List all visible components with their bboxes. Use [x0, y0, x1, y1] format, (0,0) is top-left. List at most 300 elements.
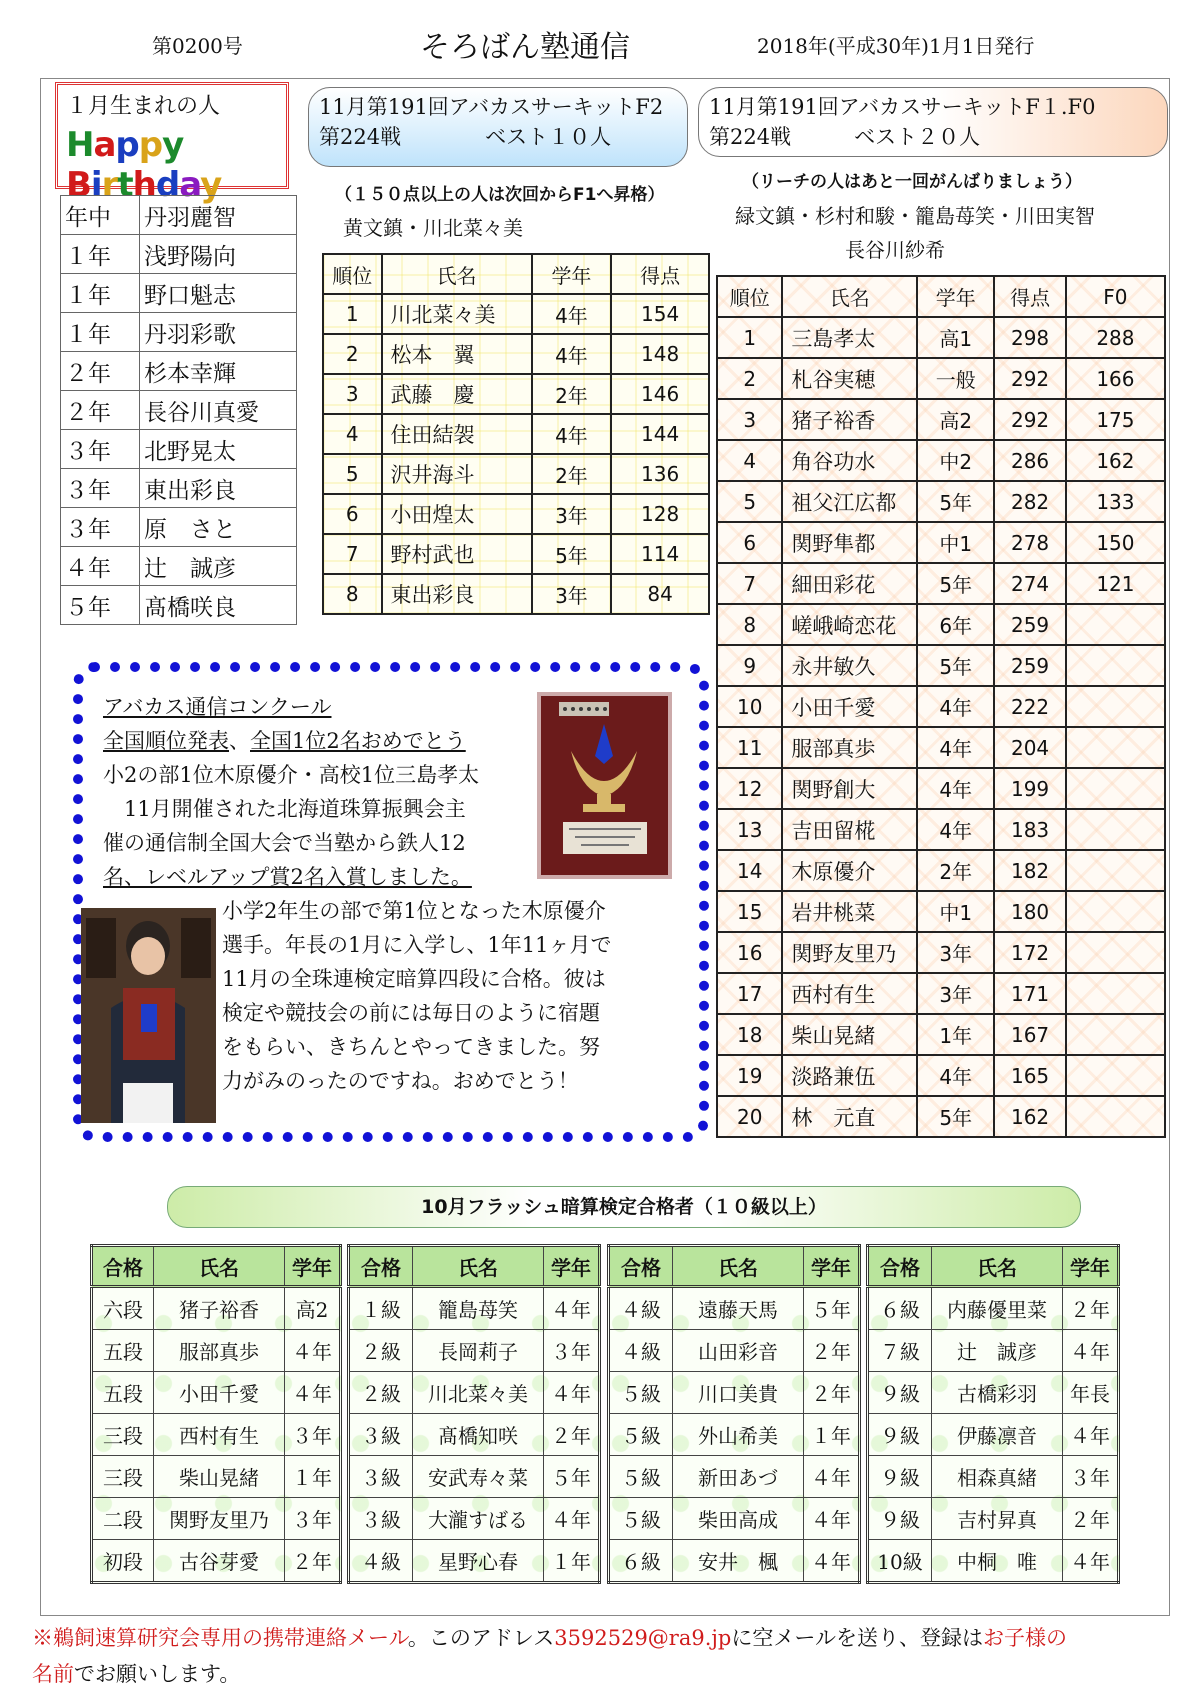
ranking-cell: 278 [994, 522, 1066, 563]
ranking-name: 武藤 慶 [382, 374, 532, 414]
flash-row [609, 1456, 860, 1498]
ranking-cell: 259 [994, 604, 1066, 645]
flash-name: 川北菜々美 [413, 1372, 544, 1414]
ranking-cell: 高2 [917, 399, 994, 440]
flash-header-cell: 合格 [868, 1246, 932, 1287]
ranking-cell: 2 [323, 334, 382, 374]
ranking-cell: 175 [1066, 399, 1165, 440]
f1-special-names-2: 長谷川紗希 [845, 238, 945, 262]
ranking-row [717, 809, 1165, 850]
ranking-cell: 中1 [917, 522, 994, 563]
ranking-cell: 16 [717, 932, 782, 973]
ranking-cell [1066, 645, 1165, 686]
flash-school-year: ４年 [544, 1287, 600, 1330]
ranking-cell: 128 [611, 494, 709, 534]
f1-heading-line1: 11月第191回アバカスサーキットF１.F0 [709, 95, 1096, 119]
ranking-cell [1066, 809, 1165, 850]
ranking-cell: 114 [611, 534, 709, 574]
flash-header-cell: 合格 [92, 1246, 154, 1287]
flash-grade: 二段 [92, 1498, 154, 1540]
ranking-cell: 172 [994, 932, 1066, 973]
ranking-name: 淡路兼伍 [782, 1055, 917, 1096]
flash-school-year: ５年 [804, 1287, 860, 1330]
ranking-cell: 204 [994, 727, 1066, 768]
ranking-cell: 15 [717, 891, 782, 932]
ranking-cell: 282 [994, 481, 1066, 522]
flash-grade: ３級 [349, 1414, 413, 1456]
ranking-cell: 20 [717, 1096, 782, 1137]
flash-table [90, 1244, 342, 1584]
f2-heading-line2: 第224戦 ベスト１０人 [319, 125, 612, 149]
flash-table [866, 1244, 1120, 1584]
birthday-row [61, 274, 297, 313]
ranking-name: 関野創大 [782, 768, 917, 809]
ranking-cell: 298 [994, 317, 1066, 358]
f2-promotion-note: （１５０点以上の人は次回からF1へ昇格） [335, 185, 665, 205]
ranking-cell: 162 [1066, 440, 1165, 481]
article-line: 11月の全珠連検定暗算四段に合格。彼は [222, 967, 606, 991]
flash-name: 外山希美 [673, 1414, 804, 1456]
ranking-header-cell: F0 [1066, 276, 1165, 317]
footer-text-highlight: お子様の [982, 1626, 1067, 1650]
flash-name: 川口美貴 [673, 1372, 804, 1414]
ranking-row [717, 604, 1165, 645]
ranking-cell: 4 [323, 414, 382, 454]
flash-school-year: 高2 [285, 1287, 341, 1330]
flash-grade: １級 [349, 1287, 413, 1330]
flash-school-year: ４年 [1063, 1330, 1119, 1372]
ranking-name: 松本 翼 [382, 334, 532, 374]
ranking-name: 吉田留椛 [782, 809, 917, 850]
flash-row [349, 1414, 600, 1456]
ranking-cell: 2 [717, 358, 782, 399]
trophy-plaque-photo [537, 692, 672, 879]
flash-school-year: ４年 [544, 1372, 600, 1414]
f2-heading-pill [308, 87, 688, 167]
article-subtitle: 全国順位発表、全国1位2名おめでとう [103, 729, 466, 753]
flash-name: 相森真緒 [932, 1456, 1063, 1498]
birthday-row [61, 469, 297, 508]
flash-grade: ２級 [349, 1372, 413, 1414]
flash-row [609, 1287, 860, 1330]
article-paragraph [222, 894, 682, 1098]
birthday-box [55, 82, 289, 205]
article-title: アバカス通信コンクール [103, 695, 332, 719]
flash-grade: ９級 [868, 1456, 932, 1498]
flash-grade: ４級 [609, 1287, 673, 1330]
ranking-cell: 3年 [917, 932, 994, 973]
flash-name: 伊藤凛音 [932, 1414, 1063, 1456]
footer-mail-label: ※鵜飼速算研究会専用の携帯連絡メール [32, 1626, 408, 1650]
ranking-cell: 5年 [917, 563, 994, 604]
birthday-row [61, 313, 297, 352]
ranking-row [323, 494, 709, 534]
ranking-header-cell: 学年 [532, 254, 612, 294]
flash-school-year: ２年 [1063, 1287, 1119, 1330]
ranking-row [323, 454, 709, 494]
flash-school-year: ４年 [804, 1498, 860, 1540]
ranking-name: 三島孝太 [782, 317, 917, 358]
ranking-row [717, 1055, 1165, 1096]
flash-header-cell: 学年 [804, 1246, 860, 1287]
flash-row [868, 1414, 1119, 1456]
flash-row [609, 1330, 860, 1372]
ranking-cell: 1年 [917, 1014, 994, 1055]
ranking-name: 服部真歩 [782, 727, 917, 768]
flash-row [92, 1498, 341, 1540]
ranking-cell: 13 [717, 809, 782, 850]
flash-row [349, 1330, 600, 1372]
flash-grade: 三段 [92, 1456, 154, 1498]
ranking-cell: 一般 [917, 358, 994, 399]
flash-school-year: １年 [544, 1540, 600, 1583]
flash-grade: 五段 [92, 1330, 154, 1372]
ranking-cell: 150 [1066, 522, 1165, 563]
issue-number: 第0200号 [152, 34, 243, 58]
ranking-header-cell: 得点 [611, 254, 709, 294]
flash-name: 小田千愛 [154, 1372, 285, 1414]
ranking-cell: 4年 [532, 294, 612, 334]
ranking-row [717, 358, 1165, 399]
birthday-row [61, 547, 297, 586]
banner-letter: a [179, 165, 201, 205]
ranking-cell: 4年 [532, 334, 612, 374]
birthday-grade: ４年 [61, 547, 140, 586]
ranking-cell: 6 [717, 522, 782, 563]
ranking-cell: 3年 [917, 973, 994, 1014]
ranking-cell: 199 [994, 768, 1066, 809]
ranking-cell: 4 [717, 440, 782, 481]
ranking-row [323, 374, 709, 414]
flash-school-year: 年長 [1063, 1372, 1119, 1414]
flash-row [92, 1287, 341, 1330]
ranking-row [717, 932, 1165, 973]
flash-name: 中桐 唯 [932, 1540, 1063, 1583]
ranking-row [323, 534, 709, 574]
ranking-name: 祖父江広都 [782, 481, 917, 522]
birthday-grade: 年中 [61, 196, 140, 235]
flash-row [349, 1287, 600, 1330]
flash-row [349, 1456, 600, 1498]
article-line: 名、レベルアップ賞2名入賞しました。 [103, 865, 472, 889]
ranking-name: 関野友里乃 [782, 932, 917, 973]
footer-email-address[interactable]: 3592529@ra9.jp [554, 1626, 732, 1650]
ranking-cell: 3年 [532, 494, 612, 534]
banner-letter: y [162, 125, 184, 165]
ranking-cell: 12 [717, 768, 782, 809]
birthday-name: 北野晃太 [140, 430, 297, 469]
flash-grade: ５級 [609, 1372, 673, 1414]
ranking-name: 川北菜々美 [382, 294, 532, 334]
flash-header-cell: 学年 [1063, 1246, 1119, 1287]
ranking-cell: 148 [611, 334, 709, 374]
ranking-row [717, 563, 1165, 604]
banner-letter: h [132, 165, 156, 205]
ranking-row [717, 440, 1165, 481]
ranking-cell: 10 [717, 686, 782, 727]
banner-letter: t [117, 165, 133, 205]
flash-grade: ４級 [609, 1330, 673, 1372]
ranking-name: 角谷功水 [782, 440, 917, 481]
flash-name: 古橋彩羽 [932, 1372, 1063, 1414]
birthday-name: 長谷川真愛 [140, 391, 297, 430]
ranking-cell: 180 [994, 891, 1066, 932]
flash-name: 猪子裕香 [154, 1287, 285, 1330]
ranking-name: 小田千愛 [782, 686, 917, 727]
birthday-grade: １年 [61, 313, 140, 352]
ranking-row [323, 334, 709, 374]
ranking-header-cell: 得点 [994, 276, 1066, 317]
flash-grade: ９級 [868, 1372, 932, 1414]
ranking-row [717, 399, 1165, 440]
flash-school-year: ３年 [285, 1414, 341, 1456]
flash-school-year: ２年 [804, 1330, 860, 1372]
ranking-row [717, 481, 1165, 522]
article-winners: 小2の部1位木原優介・高校1位三島孝太 [103, 763, 480, 787]
f1-heading-line2: 第224戦 ベスト２０人 [709, 125, 981, 149]
flash-name: 安武寿々菜 [413, 1456, 544, 1498]
ranking-row [717, 1014, 1165, 1055]
ranking-header-cell: 順位 [717, 276, 782, 317]
flash-exam-banner: 10月フラッシュ暗算検定合格者（１０級以上） [167, 1186, 1081, 1228]
birthday-grade: １年 [61, 274, 140, 313]
ranking-name: 住田結袈 [382, 414, 532, 454]
flash-grade: ７級 [868, 1330, 932, 1372]
flash-grade: ６級 [868, 1287, 932, 1330]
ranking-cell: 6年 [917, 604, 994, 645]
ranking-cell: 292 [994, 358, 1066, 399]
ranking-cell [1066, 686, 1165, 727]
flash-school-year: ４年 [285, 1372, 341, 1414]
flash-grade: ４級 [349, 1540, 413, 1583]
flash-row [92, 1540, 341, 1583]
flash-row [868, 1330, 1119, 1372]
flash-name: 新田あづ [673, 1456, 804, 1498]
ranking-cell: 7 [323, 534, 382, 574]
flash-header-row [609, 1246, 860, 1287]
ranking-name: 関野隼都 [782, 522, 917, 563]
ranking-name: 永井敏久 [782, 645, 917, 686]
ranking-cell: 171 [994, 973, 1066, 1014]
ranking-row [717, 686, 1165, 727]
birthday-name: 東出彩良 [140, 469, 297, 508]
ranking-cell [1066, 1055, 1165, 1096]
flash-name: 辻 誠彦 [932, 1330, 1063, 1372]
ranking-name: 柴山晃緒 [782, 1014, 917, 1055]
flash-row [609, 1414, 860, 1456]
ranking-cell: 4年 [917, 1055, 994, 1096]
ranking-cell: 136 [611, 454, 709, 494]
flash-school-year: ２年 [804, 1372, 860, 1414]
flash-grade: 六段 [92, 1287, 154, 1330]
flash-row [349, 1540, 600, 1583]
ranking-cell: 5年 [917, 1096, 994, 1137]
flash-table [607, 1244, 861, 1584]
f2-heading-line1: 11月第191回アバカスサーキットF2 [319, 95, 664, 119]
flash-row [868, 1287, 1119, 1330]
ranking-cell: 1 [717, 317, 782, 358]
footer-notice [32, 1620, 1182, 1692]
flash-grade: ３級 [349, 1456, 413, 1498]
birthday-row [61, 430, 297, 469]
ranking-cell [1066, 932, 1165, 973]
flash-row [92, 1414, 341, 1456]
flash-school-year: ２年 [544, 1414, 600, 1456]
ranking-row [323, 574, 709, 614]
flash-school-year: ３年 [285, 1498, 341, 1540]
ranking-cell [1066, 891, 1165, 932]
flash-header-cell: 合格 [349, 1246, 413, 1287]
flash-name: 西村有生 [154, 1414, 285, 1456]
flash-header-cell: 氏名 [154, 1246, 285, 1287]
flash-school-year: ３年 [544, 1330, 600, 1372]
flash-grade: 初段 [92, 1540, 154, 1583]
birthday-grade: ５年 [61, 586, 140, 625]
birthday-name: 原 さと [140, 508, 297, 547]
ranking-cell: 7 [717, 563, 782, 604]
article-line: 力がみのったのですね。おめでとう！ [222, 1069, 579, 1093]
footer-text: でお願いします。 [74, 1662, 241, 1686]
banner-letter: p [115, 125, 139, 165]
ranking-cell: 3 [323, 374, 382, 414]
ranking-cell: 3年 [532, 574, 612, 614]
ranking-row [717, 1096, 1165, 1137]
flash-name: 大瀧すばる [413, 1498, 544, 1540]
ranking-cell: 84 [611, 574, 709, 614]
ranking-cell: 19 [717, 1055, 782, 1096]
flash-header-row [92, 1246, 341, 1287]
ranking-cell: 162 [994, 1096, 1066, 1137]
flash-school-year: ２年 [285, 1540, 341, 1583]
ranking-cell: 5 [323, 454, 382, 494]
footer-text-highlight: 名前 [32, 1662, 74, 1686]
ranking-cell: 4年 [917, 768, 994, 809]
ranking-name: 沢井海斗 [382, 454, 532, 494]
flash-row [868, 1540, 1119, 1583]
flash-name: 吉村昇真 [932, 1498, 1063, 1540]
ranking-cell: 2年 [532, 454, 612, 494]
footer-text: に空メールを送り、登録は [731, 1626, 983, 1650]
flash-table [347, 1244, 601, 1584]
birthday-row [61, 586, 297, 625]
student-photo [81, 908, 216, 1123]
ranking-cell: 167 [994, 1014, 1066, 1055]
flash-name: 柴山晃緒 [154, 1456, 285, 1498]
birthday-table [60, 195, 297, 625]
flash-school-year: ４年 [804, 1456, 860, 1498]
flash-name: 籠島苺笑 [413, 1287, 544, 1330]
ranking-cell: 154 [611, 294, 709, 334]
ranking-name: 林 元直 [782, 1096, 917, 1137]
happy-birthday-banner [66, 125, 286, 205]
flash-school-year: ３年 [1063, 1456, 1119, 1498]
ranking-cell: 中1 [917, 891, 994, 932]
flash-row [92, 1456, 341, 1498]
flash-name: 古谷芽愛 [154, 1540, 285, 1583]
flash-name: 内藤優里菜 [932, 1287, 1063, 1330]
ranking-cell [1066, 850, 1165, 891]
ranking-name: 小田煌太 [382, 494, 532, 534]
ranking-cell: 9 [717, 645, 782, 686]
flash-school-year: ５年 [544, 1456, 600, 1498]
flash-name: 関野友里乃 [154, 1498, 285, 1540]
flash-name: 山田彩音 [673, 1330, 804, 1372]
birthday-name: 辻 誠彦 [140, 547, 297, 586]
ranking-cell: 8 [323, 574, 382, 614]
flash-header-cell: 学年 [544, 1246, 600, 1287]
ranking-row [717, 891, 1165, 932]
flash-header-row [349, 1246, 600, 1287]
ranking-cell: 2年 [532, 374, 612, 414]
ranking-cell: 274 [994, 563, 1066, 604]
flash-name: 安井 楓 [673, 1540, 804, 1583]
birthday-grade: ３年 [61, 430, 140, 469]
flash-grade: ２級 [349, 1330, 413, 1372]
ranking-header-cell: 順位 [323, 254, 382, 294]
ranking-name: 猪子裕香 [782, 399, 917, 440]
ranking-cell: 288 [1066, 317, 1165, 358]
f1-reach-note: （リーチの人はあと一回がんばりましょう） [742, 172, 1082, 192]
flash-school-year: ４年 [1063, 1540, 1119, 1583]
ranking-cell: 17 [717, 973, 782, 1014]
ranking-row [717, 850, 1165, 891]
ranking-cell [1066, 973, 1165, 1014]
ranking-cell: 292 [994, 399, 1066, 440]
flash-grade: 三段 [92, 1414, 154, 1456]
flash-grade: ５級 [609, 1498, 673, 1540]
flash-name: 髙橋知咲 [413, 1414, 544, 1456]
ranking-cell: 5年 [917, 481, 994, 522]
birthday-row [61, 196, 297, 235]
flash-grade: ３級 [349, 1498, 413, 1540]
article-line: 小学2年生の部で第1位となった木原優介 [222, 899, 606, 923]
flash-row [868, 1372, 1119, 1414]
article-line: 11月開催された北海道珠算振興会主 [103, 797, 466, 821]
ranking-cell: 1 [323, 294, 382, 334]
flash-grade: ６級 [609, 1540, 673, 1583]
flash-school-year: ４年 [544, 1498, 600, 1540]
ranking-name: 西村有生 [782, 973, 917, 1014]
ranking-cell: 18 [717, 1014, 782, 1055]
banner-letter: p [138, 125, 163, 165]
flash-row [609, 1372, 860, 1414]
ranking-cell: 3 [717, 399, 782, 440]
flash-grade: 五段 [92, 1372, 154, 1414]
ranking-cell [1066, 727, 1165, 768]
flash-name: 星野心春 [413, 1540, 544, 1583]
birthday-name: 丹羽彩歌 [140, 313, 297, 352]
flash-name: 服部真歩 [154, 1330, 285, 1372]
birthday-name: 野口魁志 [140, 274, 297, 313]
flash-name: 長岡莉子 [413, 1330, 544, 1372]
f2-special-names: 黄文鎮・川北菜々美 [343, 216, 523, 240]
ranking-cell: 133 [1066, 481, 1165, 522]
flash-name: 柴田高成 [673, 1498, 804, 1540]
ranking-name: 野村武也 [382, 534, 532, 574]
birthday-row [61, 352, 297, 391]
birthday-grade: ２年 [61, 391, 140, 430]
flash-name: 遠藤天馬 [673, 1287, 804, 1330]
flash-school-year: ４年 [285, 1330, 341, 1372]
ranking-name: 東出彩良 [382, 574, 532, 614]
ranking-row [717, 645, 1165, 686]
ranking-cell [1066, 604, 1165, 645]
flash-header-cell: 氏名 [932, 1246, 1063, 1287]
ranking-cell: 286 [994, 440, 1066, 481]
banner-letter: r [101, 165, 118, 205]
flash-row [868, 1456, 1119, 1498]
ranking-header-cell: 氏名 [382, 254, 532, 294]
